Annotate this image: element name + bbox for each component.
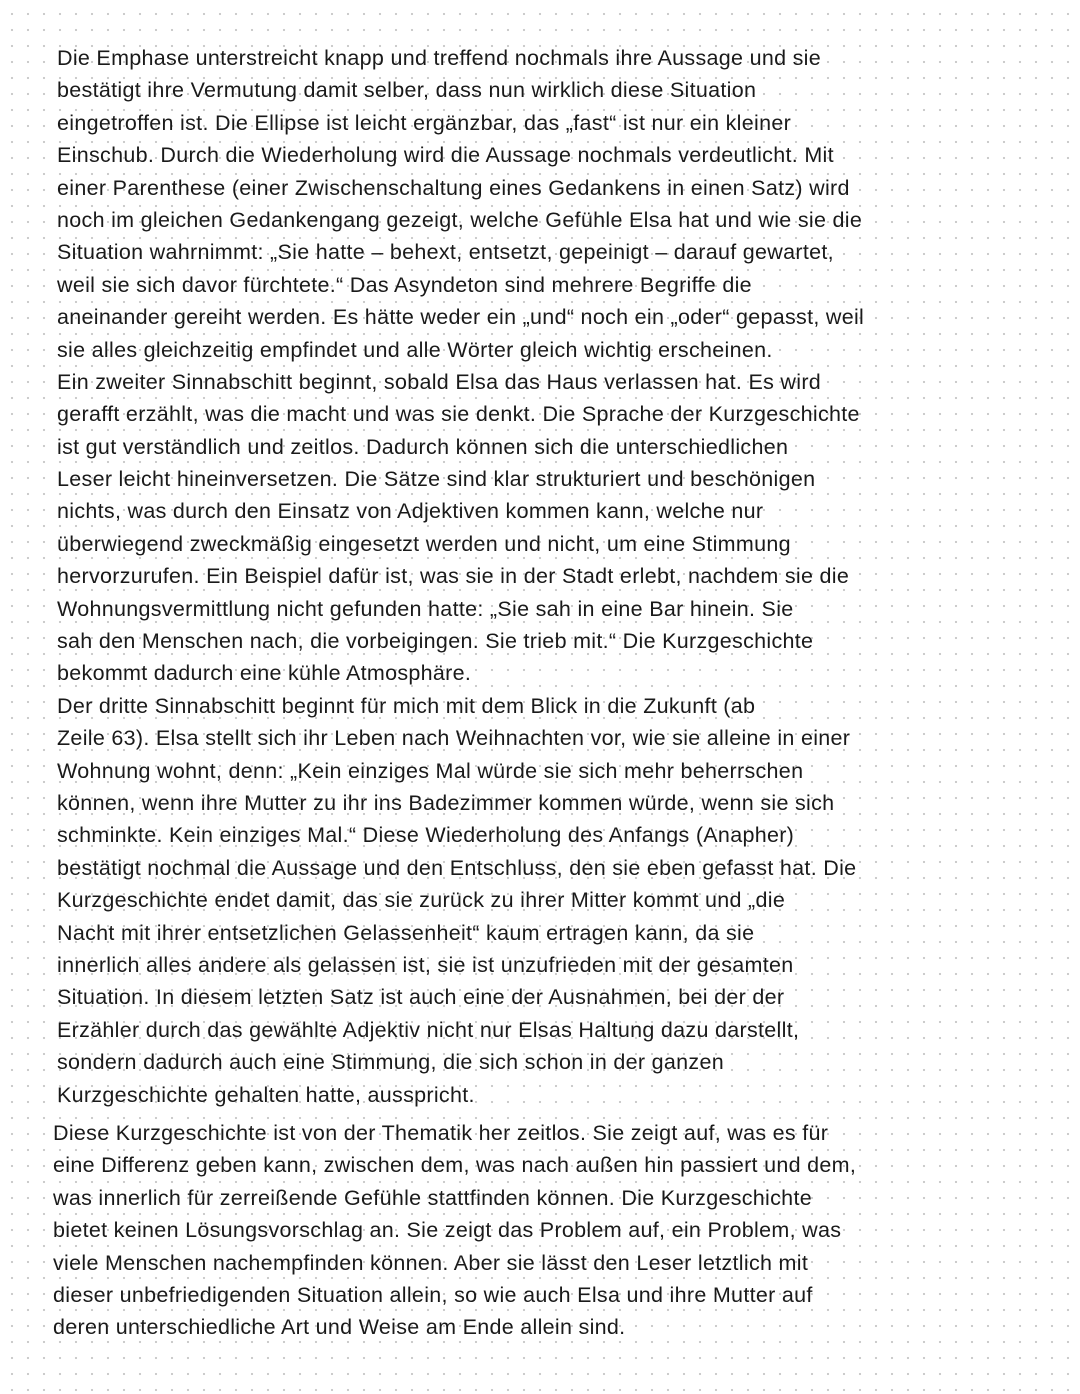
text-line: Der dritte Sinnabschitt beginnt für mich mit dem Blick in die Zukunft (ab xyxy=(57,693,756,718)
text-line: eingetroffen ist. Die Ellipse ist leicht ergänzbar, das „fast“ ist nur ein kleiner xyxy=(57,110,792,135)
text-line: Diese Kurzgeschichte ist von der Thematik her zeitlos. Sie zeigt auf, was es für xyxy=(53,1121,829,1145)
text-line: was innerlich für zerreißende Gefühle stattfinden können. Die Kurzgeschichte xyxy=(53,1185,812,1210)
text-line: ist gut verständlich und zeitlos. Dadurch können sich die unterschiedlichen xyxy=(57,434,789,459)
text-line: weil sie sich davor fürchtete.“ Das Asyndeton sind mehrere Begriffe die xyxy=(57,272,752,297)
text-line: aneinander gereiht werden. Es hätte weder ein „und“ noch ein „oder“ gepasst, weil xyxy=(57,305,865,330)
text-line: bekommt dadurch eine kühle Atmosphäre. xyxy=(57,661,472,686)
text-line: Erzähler durch das gewählte Adjektiv nicht nur Elsas Haltung dazu darstellt, xyxy=(57,1017,800,1042)
text-line: Wohnung wohnt, denn: „Kein einziges Mal würde sie sich mehr beherrschen xyxy=(57,758,804,783)
text-line: Ein zweiter Sinnabschitt beginnt, sobald Elsa das Haus verlassen hat. Es wird xyxy=(57,369,822,394)
text-line: deren unterschiedliche Art und Weise am Ende allein sind. xyxy=(53,1315,626,1340)
text-line: Leser leicht hineinversetzen. Die Sätze sind klar strukturiert und beschönigen xyxy=(57,467,816,492)
text-line: innerlich alles andere als gelassen ist, sie ist unzufrieden mit der gesamten xyxy=(57,952,794,977)
text-line: eine Differenz geben kann, zwischen dem, was nach außen hin passiert und dem, xyxy=(53,1153,857,1178)
text-line: Nacht mit ihrer entsetzlichen Gelassenheit“ kaum ertragen kann, da sie xyxy=(57,920,755,945)
text-line: schminkte. Kein einziges Mal.“ Diese Wiederholung des Anfangs (Anapher) xyxy=(57,823,795,848)
text-line: Situation wahrnimmt: „Sie hatte – behext, entsetzt, gepeinigt – darauf gewartet, xyxy=(57,240,834,265)
text-line: Zeile 63). Elsa stellt sich ihr Leben nach Weihnachten vor, wie sie alleine in einer xyxy=(57,726,851,751)
text-line: Kurzgeschichte endet damit, das sie zurück zu ihrer Mitter kommt und „die xyxy=(57,888,786,913)
text-line: sah den Menschen nach, die vorbeigingen. Sie trieb mit.“ Die Kurzgeschichte xyxy=(57,629,814,654)
text-line: bestätigt nochmal die Aussage und den Entschluss, den sie eben gefasst hat. Die xyxy=(57,855,857,880)
text-line: Wohnungsvermittlung nicht gefunden hatte: „Sie sah in eine Bar hinein. Sie xyxy=(57,596,794,621)
text-line: gerafft erzählt, was die macht und was sie denkt. Die Sprache der Kurzgeschichte xyxy=(57,402,860,427)
text-line: bestätigt ihre Vermutung damit selber, dass nun wirklich diese Situation xyxy=(57,78,757,103)
text-line: sondern dadurch auch eine Stimmung, die sich schon in der ganzen xyxy=(57,1050,724,1075)
text-line: nichts, was durch den Einsatz von Adjektiven kommen kann, welche nur xyxy=(57,499,764,524)
text-line: Kurzgeschichte gehalten hatte, ausspricht. xyxy=(57,1082,475,1107)
text-line: überwiegend zweckmäßig eingesetzt werden und nicht, um eine Stimmung xyxy=(57,531,791,556)
text-line: Die Emphase unterstreicht knapp und treffend nochmals ihre Aussage und sie xyxy=(57,46,822,70)
text-line: Einschub. Durch die Wiederholung wird die Aussage nochmals verdeutlicht. Mit xyxy=(57,143,834,168)
text-line: Situation. In diesem letzten Satz ist auch eine der Ausnahmen, bei der der xyxy=(57,985,785,1010)
text-line: sie alles gleichzeitig empfindet und alle Wörter gleich wichtig erscheinen. xyxy=(57,337,773,362)
analysis-text-conclusion xyxy=(53,1117,1053,1344)
text-line: bietet keinen Lösungsvorschlag an. Sie zeigt das Problem auf, ein Problem, was xyxy=(53,1218,842,1243)
analysis-text-main xyxy=(57,42,1057,1111)
text-line: dieser unbefriedigenden Situation allein, so wie auch Elsa und ihre Mutter auf xyxy=(53,1282,813,1307)
text-line: noch im gleichen Gedankengang gezeigt, welche Gefühle Elsa hat und wie sie die xyxy=(57,207,863,232)
text-line: können, wenn ihre Mutter zu ihr ins Badezimmer kommen würde, wenn sie sich xyxy=(57,790,835,815)
text-line: einer Parenthese (einer Zwischenschaltung eines Gedankens in einen Satz) wird xyxy=(57,175,850,200)
text-line: viele Menschen nachempfinden können. Aber sie lässt den Leser letztlich mit xyxy=(53,1250,809,1275)
text-line: hervorzurufen. Ein Beispiel dafür ist, was sie in der Stadt erlebt, nachdem sie die xyxy=(57,564,850,589)
